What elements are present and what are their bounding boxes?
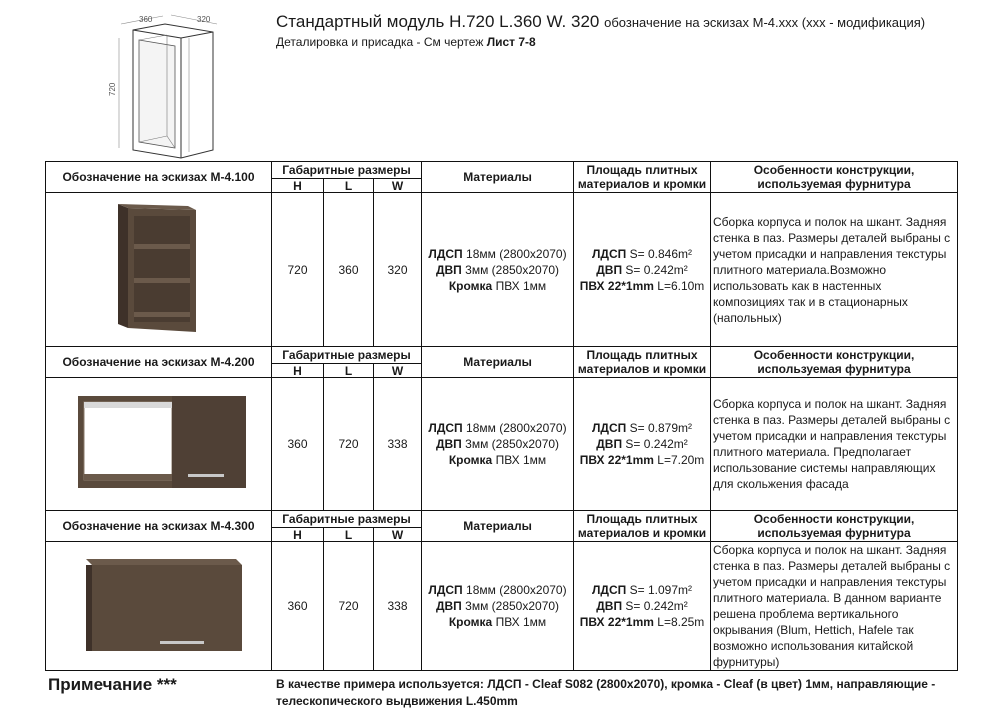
module-3-materials-header: Материалы <box>422 511 574 542</box>
module-2-data-row <box>46 378 958 511</box>
module-2-area-header: Площадь плитных материалов и кромки <box>574 347 711 378</box>
module-3-dims-header: Габаритные размеры <box>272 511 422 528</box>
module-1-area-header: Площадь плитных материалов и кромки <box>574 162 711 193</box>
module-1-h: 720 <box>272 193 324 347</box>
module-2-header-row <box>46 347 958 364</box>
module-3-l: 720 <box>324 542 374 671</box>
module-3-w: 338 <box>374 542 422 671</box>
title-main: Стандартный модуль H.720 L.360 W. 320 <box>276 12 600 31</box>
module-3-h: 360 <box>272 542 324 671</box>
module-1-image-cell <box>46 193 272 347</box>
module-1-l-header: L <box>324 179 374 193</box>
module-1-h-header: H <box>272 179 324 193</box>
sliding-door-cabinet-image <box>64 384 254 504</box>
page-subtitle <box>276 35 536 49</box>
module-2-l: 720 <box>324 378 374 511</box>
subtitle-sheet: Лист 7-8 <box>486 35 536 49</box>
module-1-area: ЛДСП S= 0.846m² ДВП S= 0.242m² ПВХ 22*1mm L=6.10m <box>574 193 711 347</box>
module-2-materials-header: Материалы <box>422 347 574 378</box>
module-2-dims-header: Габаритные размеры <box>272 347 422 364</box>
module-2-materials: ЛДСП 18мм (2800х2070) ДВП 3мм (2850х2070) Кромка ПВХ 1мм <box>422 378 574 511</box>
module-3-w-header: W <box>374 528 422 542</box>
spec-table <box>45 161 958 671</box>
module-1-materials-header: Материалы <box>422 162 574 193</box>
module-3-features: Сборка корпуса и полок на шкант. Задняя стенка в паз. Размеры деталей выбраны с учетом присадки и направления текстуры плитного материала. В данном варианте решена проблема вертикального окрывания (Blum, Hettich, Hafele так возможно использования китайской фурнитуры) <box>711 542 958 671</box>
module-1-l: 360 <box>324 193 374 347</box>
module-1-dims-header: Габаритные размеры <box>272 162 422 179</box>
module-2-w: 338 <box>374 378 422 511</box>
module-1-data-row <box>46 193 958 347</box>
module-1-features-header: Особенности конструкции, используемая фурнитура <box>711 162 958 193</box>
module-3-image-cell <box>46 542 272 671</box>
title-note: обозначение на эскизах М-4.ххх (ххх - модификация) <box>604 15 926 30</box>
module-3-h-header: H <box>272 528 324 542</box>
sketch-dim-depth: 320 <box>197 15 211 24</box>
module-2-image-cell <box>46 378 272 511</box>
module-3-features-header: Особенности конструкции, используемая фурнитура <box>711 511 958 542</box>
module-sketch-drawing <box>105 8 235 168</box>
module-1-features: Сборка корпуса и полок на шкант. Задняя стенка в паз. Размеры деталей выбраны с учетом присадки и направления текстуры плитного материала.Возможно использовать как в настенных композициях так и в стационарных (напольных) <box>711 193 958 347</box>
module-1-w: 320 <box>374 193 422 347</box>
lift-up-cabinet-image <box>64 551 254 661</box>
module-2-l-header: L <box>324 364 374 378</box>
module-2-h: 360 <box>272 378 324 511</box>
module-2-features-header: Особенности конструкции, используемая фурнитура <box>711 347 958 378</box>
sketch-dim-width: 360 <box>139 15 153 24</box>
module-1-materials: ЛДСП 18мм (2800х2070) ДВП 3мм (2850х2070) Кромка ПВХ 1мм <box>422 193 574 347</box>
module-3-materials: ЛДСП 18мм (2800х2070) ДВП 3мм (2850х2070) Кромка ПВХ 1мм <box>422 542 574 671</box>
module-2-features: Сборка корпуса и полок на шкант. Задняя стенка в паз. Размеры деталей выбраны с учетом присадки и направления текстуры плитного материала. Предполагает использование системы направляющих для скольжения фасада <box>711 378 958 511</box>
sketch-dim-height: 720 <box>108 82 117 96</box>
note-label: Примечание *** <box>48 675 177 694</box>
module-2-area: ЛДСП S= 0.879m² ДВП S= 0.242m² ПВХ 22*1mm L=7.20m <box>574 378 711 511</box>
module-3-header-row <box>46 511 958 528</box>
module-3-area: ЛДСП S= 1.097m² ДВП S= 0.242m² ПВХ 22*1mm L=8.25m <box>574 542 711 671</box>
note-text: В качестве примера используется: ЛДСП - Cleaf S082 (2800х2070), кромка - Cleaf (в цвет) 1мм, направляющие - телескопического выдвижения L.450mm <box>276 677 936 708</box>
module-2-designation: Обозначение на эскизах М-4.200 <box>46 347 272 378</box>
page-title <box>276 12 925 32</box>
module-3-designation: Обозначение на эскизах М-4.300 <box>46 511 272 542</box>
subtitle-prefix: Деталировка и присадка - См чертеж <box>276 35 484 49</box>
open-shelf-cabinet-image <box>104 200 214 340</box>
module-3-data-row <box>46 542 958 671</box>
module-2-w-header: W <box>374 364 422 378</box>
module-3-area-header: Площадь плитных материалов и кромки <box>574 511 711 542</box>
module-2-h-header: H <box>272 364 324 378</box>
module-1-w-header: W <box>374 179 422 193</box>
module-3-l-header: L <box>324 528 374 542</box>
module-1-designation: Обозначение на эскизах М-4.100 <box>46 162 272 193</box>
module-1-header-row <box>46 162 958 179</box>
